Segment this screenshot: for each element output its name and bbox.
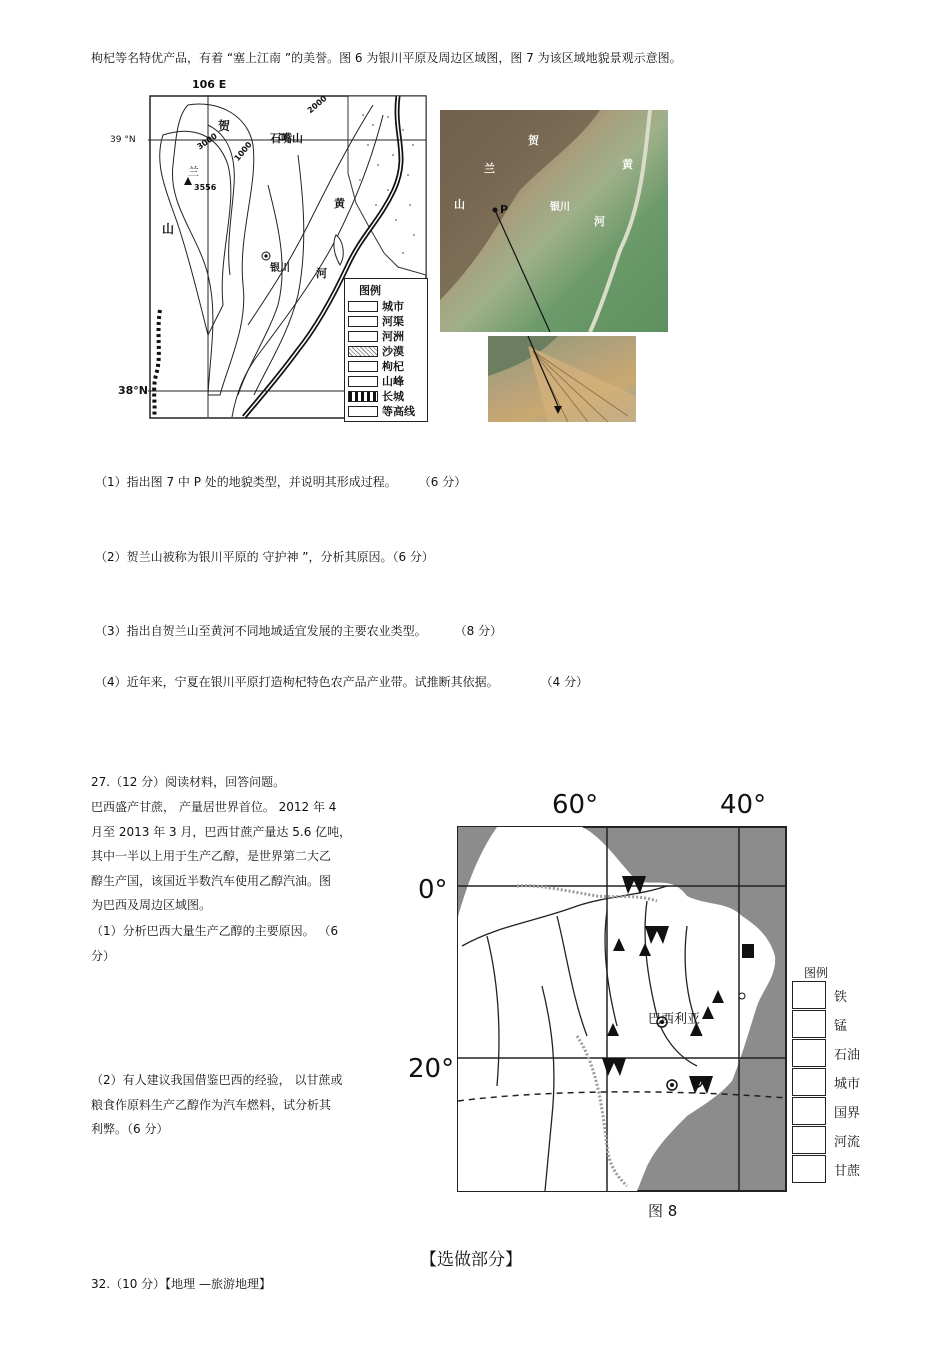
legend8-sugarcane: 甘蔗	[792, 1154, 872, 1184]
legend-goji: 枸杞	[348, 359, 404, 373]
photo-label-shan: 山	[454, 198, 465, 211]
figure-6-legend	[344, 278, 428, 422]
brasilia-label: 巴西利亚	[648, 1012, 701, 1027]
contour-1000: 1000	[232, 140, 254, 163]
lat-20-label: 20°	[408, 1054, 455, 1084]
section-title: 【选做部分】	[420, 1250, 522, 1270]
legend8-iron: 铁	[792, 980, 872, 1010]
legend8-city: 城市	[792, 1067, 872, 1097]
figure-7-satellite-image	[440, 110, 668, 332]
q32-title: 32.（10 分）【地理 —旅游地理】	[91, 1277, 271, 1291]
legend-canal: 河渠	[348, 314, 404, 328]
lon-106-label: 106 E	[192, 78, 227, 91]
legend-contour: 等高线	[348, 404, 415, 418]
q26-2: （2）贺兰山被称为银川平原的 守护神 ”，分析其原因。（6 分）	[95, 550, 434, 564]
legend8-river: 河流	[792, 1125, 872, 1155]
river-he: 河	[316, 267, 327, 280]
figure-8-drawing	[457, 826, 787, 1192]
q27-title: 27.（12 分）阅读材料，回答问题。	[91, 775, 286, 789]
photo-label-huang: 黄	[622, 158, 633, 171]
legend8-border: 国界	[792, 1096, 872, 1126]
place-shizuishan: 石嘴山	[270, 132, 303, 145]
lon-60-label: 60°	[552, 790, 599, 820]
lat-0-label: 0°	[418, 875, 448, 905]
figure-8-map	[400, 790, 880, 1230]
figure-6-map	[110, 75, 440, 425]
photo-label-lan: 兰	[484, 162, 495, 175]
photo-label-yinchuan: 银川	[550, 202, 570, 213]
figure-7-alluvial-fan-sketch	[488, 336, 636, 422]
q26-1: （1）指出图 7 中 P 处的地貌类型，并说明其形成过程。 （6 分）	[95, 475, 467, 489]
place-shan: 山	[162, 222, 175, 236]
legend-city: 城市	[348, 299, 404, 313]
lon-40-label: 40°	[720, 790, 767, 820]
legend-great-wall: 长城	[348, 389, 404, 403]
place-yinchuan: 银川	[270, 263, 290, 274]
lat-38-label: 38°N	[118, 384, 149, 397]
peak-3556: 3556	[194, 183, 217, 192]
legend-peak: 山峰	[348, 374, 404, 388]
place-he: 贺	[218, 119, 231, 133]
contour-3000: 3000	[195, 131, 219, 152]
q27-material: 巴西盛产甘蔗， 产量居世界首位。 2012 年 4 月至 2013 年 3 月，巴西甘蔗产量达 5.6 亿吨， 其中一半以上用于生产乙醇，是世界第二大乙 醇生产国，该国近半数汽车使用乙醇汽油。图 为巴西及周边区域图。	[91, 800, 352, 912]
intro-text: 枸杞等名特优产品，有着 “塞上江南 ”的美誉。图 6 为银川平原及周边区域图，图 7 为该区域地貌景观示意图。	[91, 51, 682, 65]
contour-2000: 2000	[305, 93, 329, 116]
q26-3: （3）指出自贺兰山至黄河不同地域适宜发展的主要农业类型。 （8 分）	[95, 624, 503, 638]
figure-8-caption: 图 8	[648, 1202, 678, 1220]
legend-river-island: 河洲	[348, 329, 404, 343]
q26-4: （4）近年来，宁夏在银川平原打造枸杞特色农产品产业带。试推断其依据。 （4 分）	[95, 675, 589, 689]
photo-label-he: 贺	[528, 134, 539, 147]
figure-8-legend	[792, 966, 872, 1190]
legend-title: 图例	[359, 284, 381, 297]
legend-desert: 沙漠	[348, 344, 404, 358]
photo-label-river: 河	[594, 215, 605, 228]
legend8-oil: 石油	[792, 1038, 872, 1068]
q27-1: （1）分析巴西大量生产乙醇的主要原因。 （6 分）	[91, 924, 339, 963]
river-huang: 黄	[334, 197, 345, 210]
photo-label-p: P	[500, 203, 509, 216]
lat-39-label: 39 °N	[110, 135, 136, 145]
place-lan: 兰	[188, 165, 199, 178]
q27-2: （2）有人建议我国借鉴巴西的经验， 以甘蔗或 粮食作原料生产乙醇作为汽车燃料，试分析其 利弊。（6 分）	[91, 1073, 343, 1136]
legend8-manganese: 锰	[792, 1009, 872, 1039]
legend8-title: 图例	[804, 966, 829, 980]
